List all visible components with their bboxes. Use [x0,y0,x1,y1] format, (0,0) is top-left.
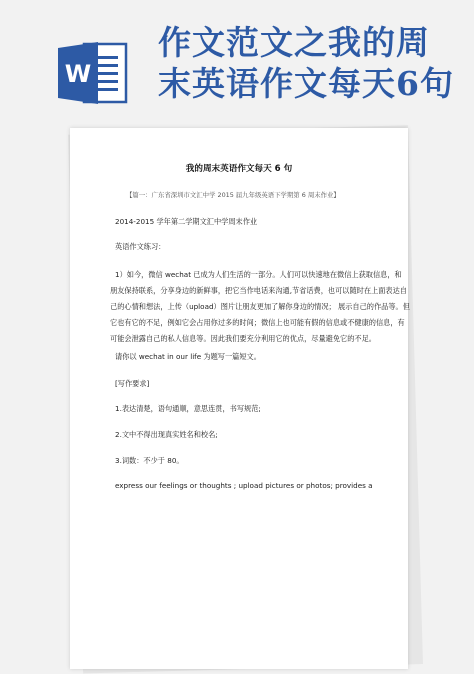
requirement-1: 1.表达清楚，语句通顺，意思连贯，书写规范; [115,404,261,413]
paragraph-line: 己的心情和想法，上传（upload）图片让朋友更加了解你身边的情况； 展示自己的作品等。但 [110,302,410,311]
requirement-2: 2.文中不得出现真实姓名和校名; [115,430,218,439]
task-line: 请你以 wechat in our life 为题写一篇短文。 [115,352,261,361]
english-text-line: express our feelings or thoughts ; upload pictures or photos; provides a [115,481,373,490]
paragraph-line: 1）如今，微信 wechat 已成为人们生活的一部分。人们可以快速地在微信上获取信息，和 [115,270,402,279]
title-line-1: 作文范文之我的周 [158,23,430,62]
paragraph-line: 朋友保持联系，分享身边的新鲜事，把它当作电话来沟通,节省话费，也可以随时在上面表达自 [110,286,407,295]
source-line: 【篇一：广东省深圳市文汇中学 2015 届九年级英语下学期第 6 周末作业】 [126,191,340,199]
requirements-heading: [写作要求] [115,379,150,388]
page-header [0,0,474,118]
svg-text:W: W [64,60,92,88]
document-title: 我的周末英语作文每天 6 句 [185,164,293,174]
term-line: 2014-2015 学年第二学期文汇中学周末作业 [115,217,258,226]
paragraph-line: 可能会泄露自己的私人信息等。因此我们要充分利用它的优点，尽量避免它的不足。 [110,334,376,343]
page-title [158,22,468,104]
section-heading: 英语作文练习： [115,242,166,251]
paragraph-line: 它也有它的不足，例如它会占用你过多的时间；微信上也可能有假的信息或不健康的信息，有 [110,318,405,327]
requirement-3: 3.词数：不少于 80。 [115,456,184,465]
word-document-icon [58,40,128,106]
title-line-2: 末英语作文每天6句 [158,64,454,103]
document-body [70,128,408,669]
document-page [70,128,408,669]
